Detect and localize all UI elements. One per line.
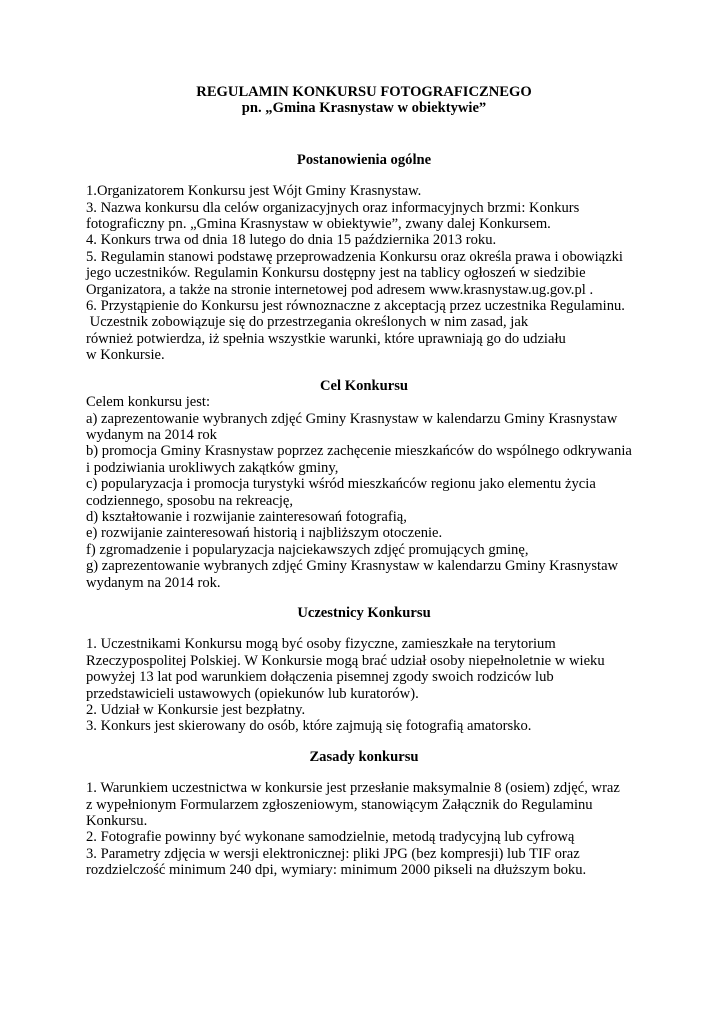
text-line: g) zaprezentowanie wybranych zdjęć Gminy Krasnystaw w kalendarzu Gminy Krasnystaw (86, 558, 619, 575)
section-body-zasady (86, 780, 642, 878)
text-line: 3. Nazwa konkursu dla celów organizacyjnych oraz informacyjnych brzmi: Konkurs (86, 199, 580, 216)
section-body-cel (86, 394, 642, 591)
section-heading-zasady: Zasady konkursu (309, 748, 419, 765)
text-line: Uczestnik zobowiązuje się do przestrzegania określonych w nim zasad, jak (86, 314, 529, 331)
text-line: jego uczestników. Regulamin Konkursu dostępny jest na tablicy ogłoszeń w siedzibie (86, 265, 586, 282)
text-line: Celem konkursu jest: (86, 394, 211, 411)
text-line: e) rozwijanie zainteresowań historią i najbliższym otoczenie. (86, 525, 443, 542)
text-line: Konkursu. (86, 813, 148, 830)
document-subtitle: pn. „Gmina Krasnystaw w obiektywie” (241, 100, 487, 117)
text-line: 2. Udział w Konkursie jest bezpłatny. (86, 702, 306, 718)
section-heading-postanowienia: Postanowienia ogólne (296, 151, 432, 168)
text-line: rozdzielczość minimum 240 dpi, wymiary: minimum 2000 pikseli na dłuższym boku. (86, 862, 587, 879)
section-body-uczestnicy (86, 636, 642, 734)
text-line: b) promocja Gminy Krasnystaw poprzez zachęcenie mieszkańców do wspólnego odkrywania (86, 443, 632, 460)
text-line: i podziwiania urokliwych zakątków gminy, (86, 459, 339, 476)
text-line: 1. Warunkiem uczestnictwa w konkursie jest przesłanie maksymalnie 8 (osiem) zdjęć, wraz (86, 780, 620, 797)
text-line: codziennego, sposobu na rekreację, (86, 492, 294, 509)
text-line: 2. Fotografie powinny być wykonane samodzielnie, metodą tradycyjną lub cyfrową (86, 829, 575, 846)
text-line: 5. Regulamin stanowi podstawę przeprowadzenia Konkursu oraz określa prawa i obowiązki (86, 248, 623, 265)
text-line: f) zgromadzenie i popularyzacja najciekawszych zdjęć promujących gminę, (86, 541, 529, 558)
text-line: 1.Organizatorem Konkursu jest Wójt Gminy Krasnystaw. (86, 183, 422, 200)
text-line: Organizatora, a także na stronie internetowej pod adresem www.krasnystaw.ug.gov.pl . (86, 281, 594, 298)
text-line: a) zaprezentowanie wybranych zdjęć Gminy Krasnystaw w kalendarzu Gminy Krasnystaw (86, 410, 618, 427)
text-line: powyżej 13 lat pod warunkiem dołączenia pisemnej zgody swoich rodziców lub (86, 669, 554, 686)
text-line: 6. Przystąpienie do Konkursu jest równoznaczne z akceptacją przez uczestnika Regulaminu. (86, 298, 625, 315)
text-line: Rzeczypospolitej Polskiej. W Konkursie mogą brać udział osoby niepełnoletnie w wieku (86, 652, 605, 669)
text-line: 1. Uczestnikami Konkursu mogą być osoby fizyczne, zamieszkałe na terytorium (86, 636, 556, 653)
text-line: 4. Konkurs trwa od dnia 18 lutego do dnia 15 października 2013 roku. (86, 232, 497, 249)
text-line: z wypełnionym Formularzem zgłoszeniowym, stanowiącym Załącznik do Regulaminu (86, 796, 593, 813)
text-line: d) kształtowanie i rozwijanie zainteresowań fotografią, (86, 508, 407, 525)
text-line: c) popularyzacja i promocja turystyki wśród mieszkańców regionu jako elementu życia (86, 476, 596, 493)
text-line: wydanym na 2014 rok (86, 426, 217, 443)
section-heading-cel: Cel Konkursu (320, 377, 408, 394)
section-heading-uczestnicy: Uczestnicy Konkursu (297, 604, 431, 621)
document-page (86, 84, 642, 879)
text-line: wydanym na 2014 rok. (86, 574, 221, 591)
text-line: 3. Parametry zdjęcia w wersji elektronicznej: pliki JPG (bez kompresji) lub TIF oraz (86, 845, 580, 862)
text-line: również potwierdza, iż spełnia wszystkie warunki, które uprawniają go do udziału (86, 330, 566, 347)
text-line: w Konkursie. (86, 347, 165, 364)
text-line: fotograficzny pn. „Gmina Krasnystaw w obiektywie”, zwany dalej Konkursem. (86, 216, 551, 233)
text-line: przedstawicieli ustawowych (opiekunów lub kuratorów). (86, 685, 419, 702)
document-title: REGULAMIN KONKURSU FOTOGRAFICZNEGO (196, 84, 532, 100)
text-line: 3. Konkurs jest skierowany do osób, które zajmują się fotografią amatorsko. (86, 718, 532, 735)
section-body-postanowienia (86, 183, 642, 363)
